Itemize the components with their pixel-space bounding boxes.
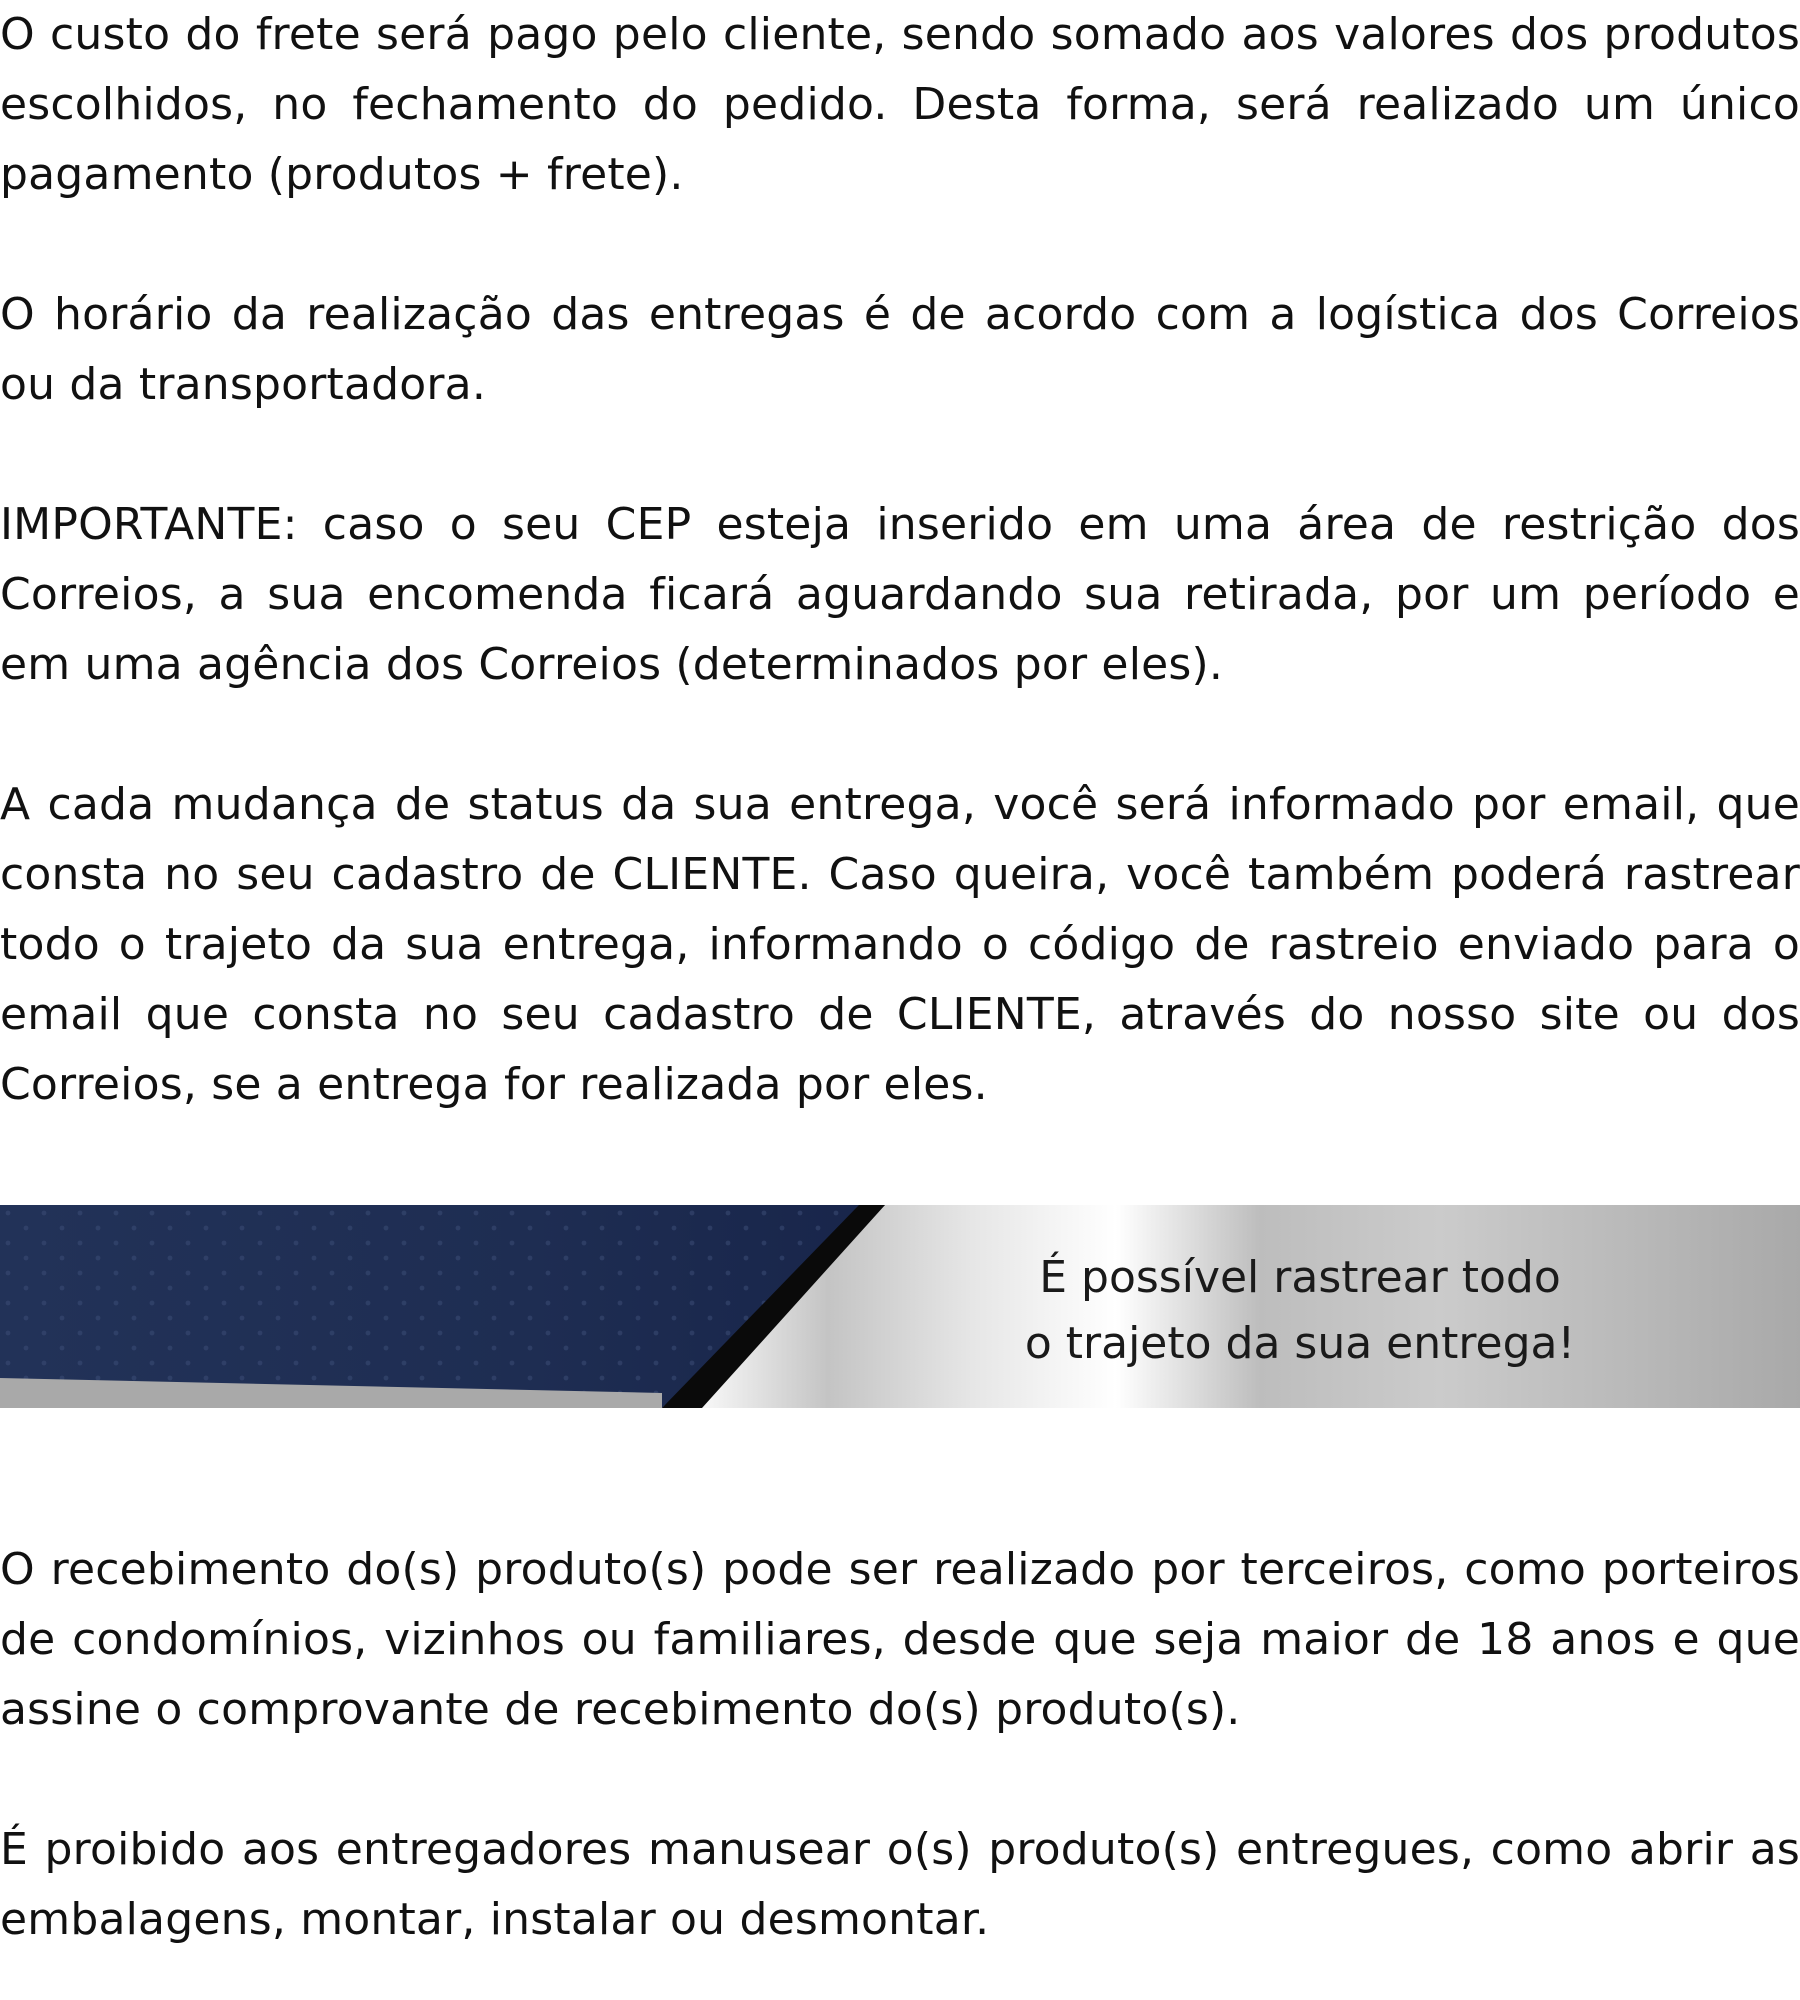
shipping-cost-paragraph: O custo do frete será pago pelo cliente, sendo somado aos valores dos produtos escolhidos, no fechamento do pedido. Desta forma, será realizado um único pagamento (produtos + frete). [0, 9, 1800, 200]
handling-prohibited-paragraph: É proibido aos entregadores manusear o(s) produto(s) entregues, como abrir as embalagens, montar, instalar ou desmontar. [0, 1824, 1800, 1945]
banner-dot-texture [0, 1205, 885, 1408]
tracking-paragraph: A cada mudança de status da sua entrega, você será informado por email, que consta no seu cadastro de CLIENTE. Caso queira, você também poderá rastrear todo o trajeto da sua entrega, informando o código de rastreio enviado para o email que consta no seu cadastro de CLIENTE, através do nosso site ou dos Correios, se a entrega for realizada por eles. [0, 779, 1800, 1110]
restricted-area-paragraph: IMPORTANTE: caso o seu CEP esteja inserido em uma área de restrição dos Correios, a sua encomenda ficará aguardando sua retirada, por um período e em uma agência dos Correios (determinados por eles). [0, 499, 1800, 690]
third-party-receipt-paragraph: O recebimento do(s) produto(s) pode ser realizado por terceiros, como porteiros de condomínios, vizinhos ou familiares, desde que seja maior de 18 anos e que assine o comprovante de recebimento do(s) produto(s). [0, 1544, 1800, 1735]
banner-line-1: É possível rastrear todo [1039, 1252, 1561, 1303]
banner-caption [880, 1245, 1720, 1377]
banner-line-2: o trajeto da sua entrega! [1024, 1318, 1576, 1369]
tracking-banner [0, 1205, 1800, 1408]
delivery-time-paragraph: O horário da realização das entregas é de acordo com a logística dos Correios ou da transportadora. [0, 289, 1800, 410]
